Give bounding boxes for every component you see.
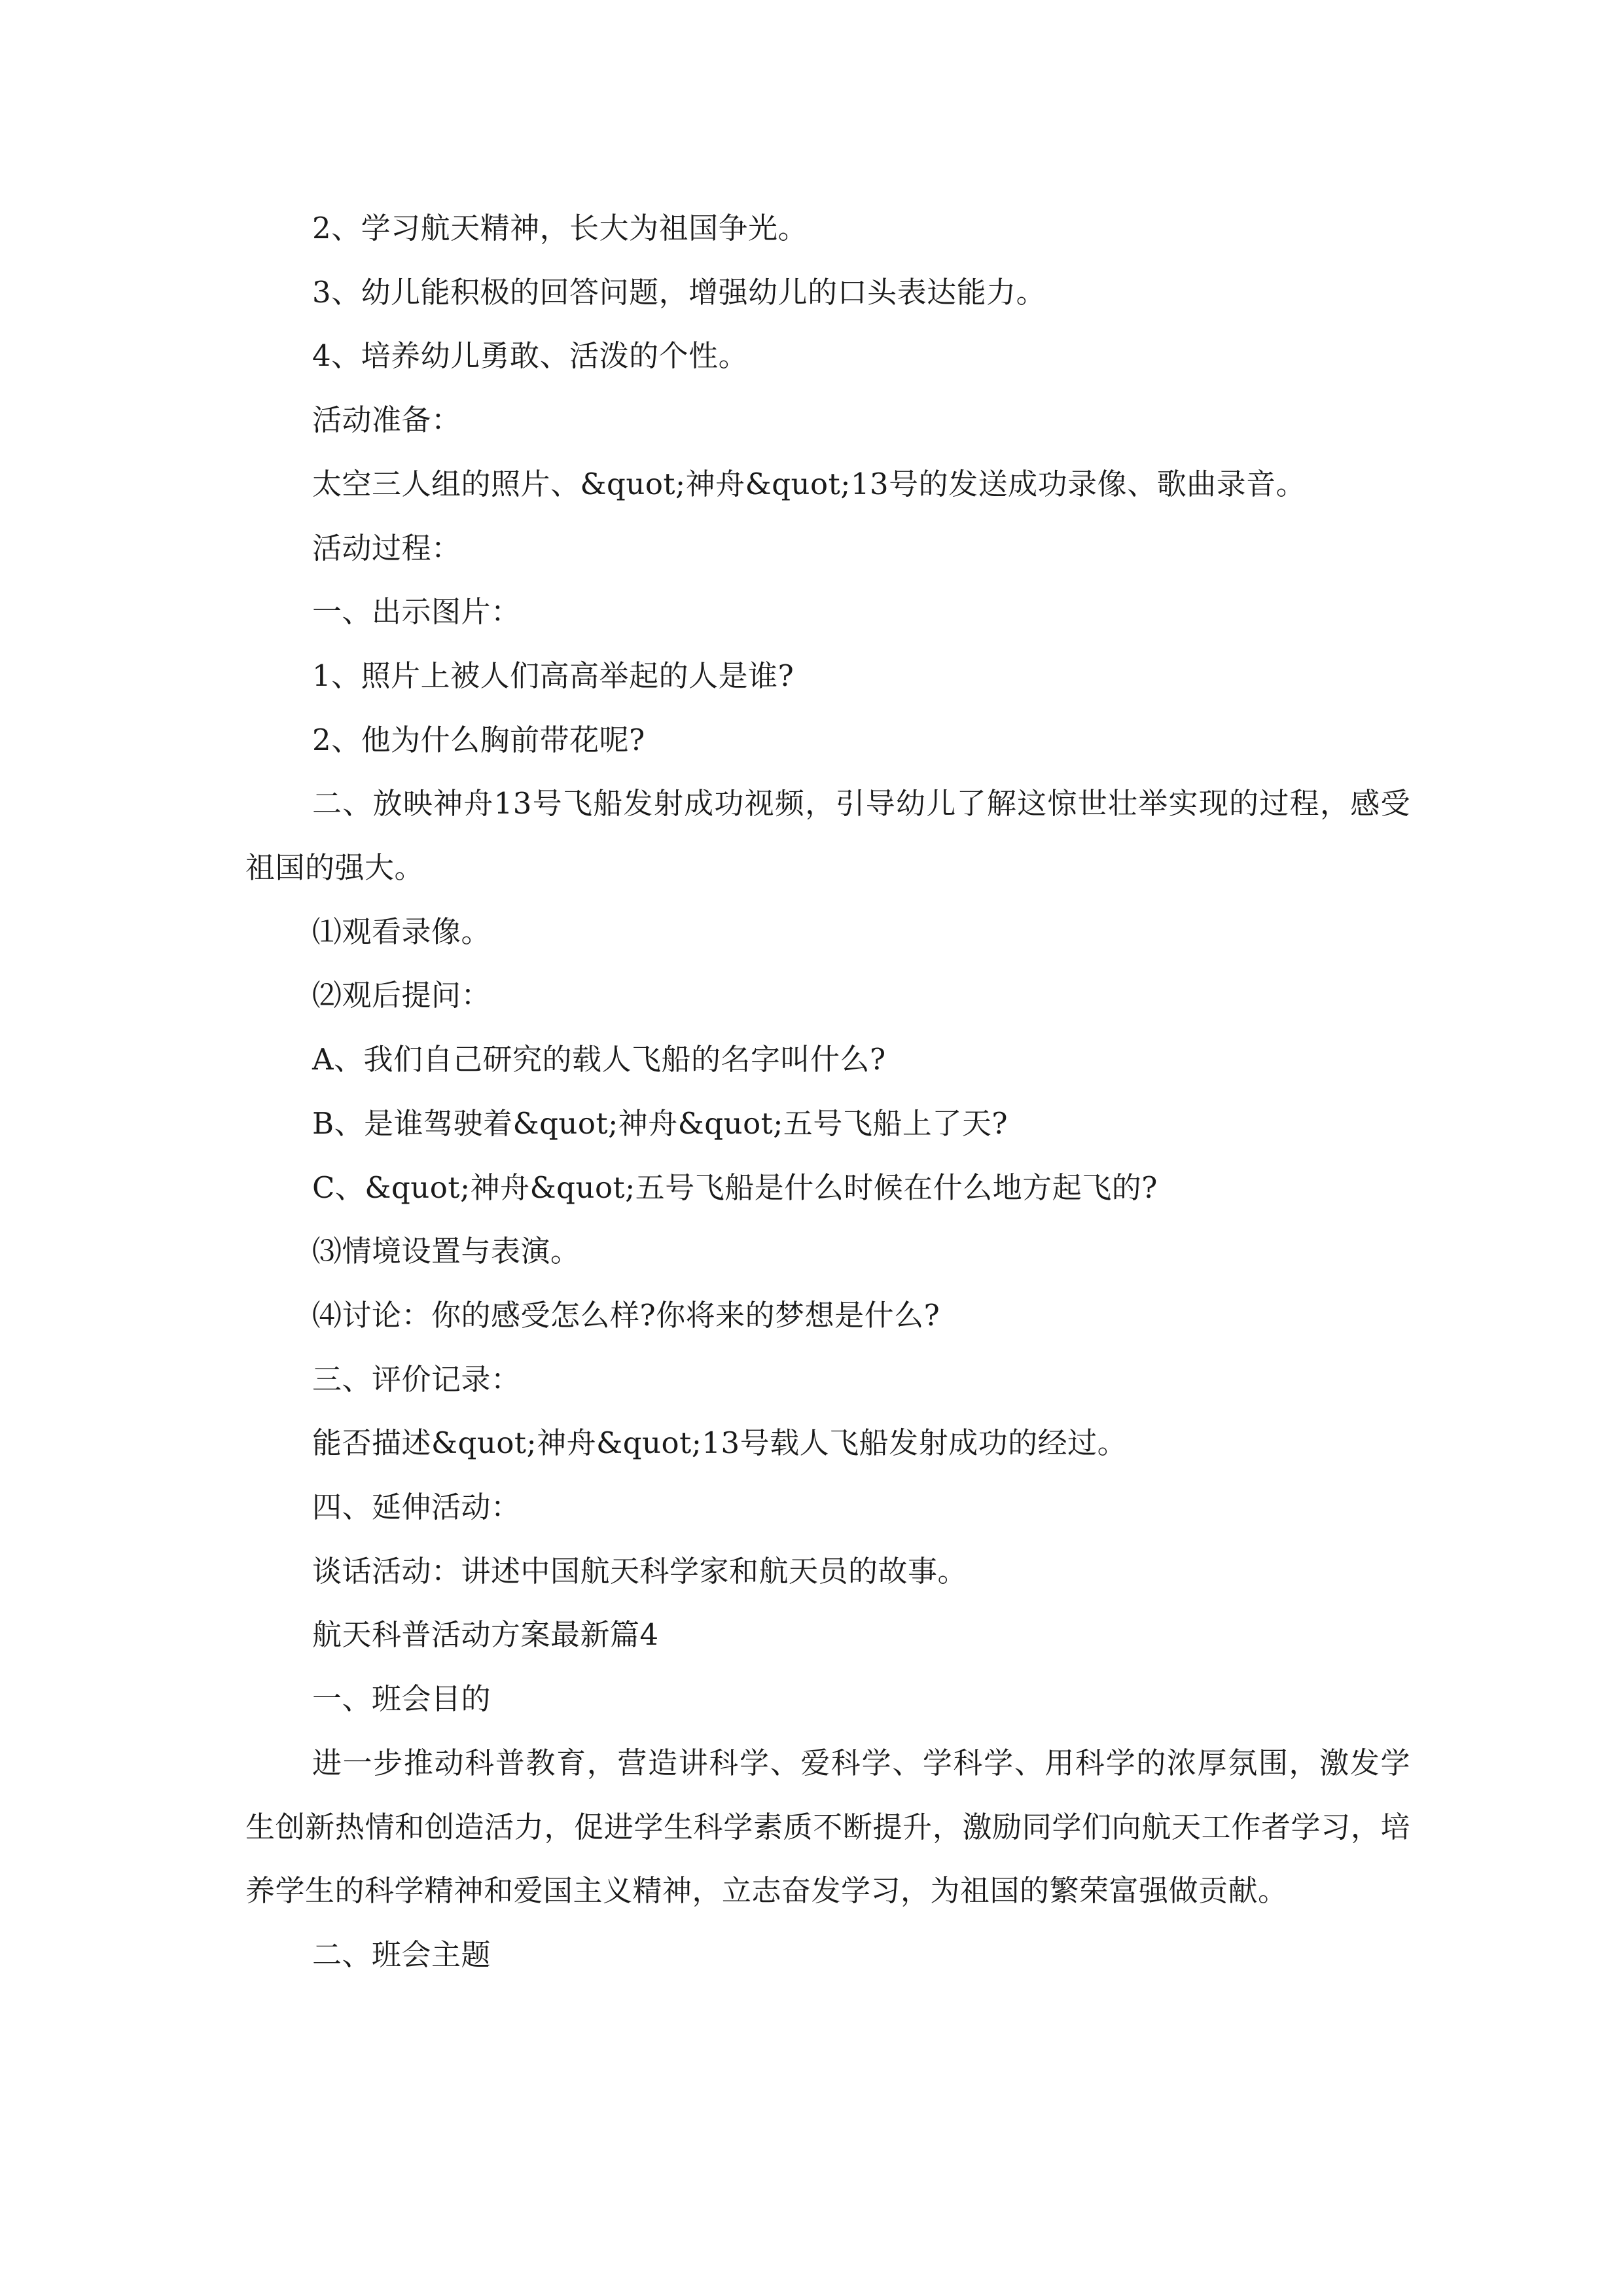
section-heading-process: 活动过程： xyxy=(312,530,461,565)
process-step-1-heading: 一、出示图片： xyxy=(312,594,521,630)
document-body xyxy=(245,196,1410,1987)
section-heading-extension: 四、延伸活动： xyxy=(312,1490,521,1525)
purpose-paragraph: 进一步推动科普教育，营造讲科学、爱科学、学科学、用科学的浓厚氛围，激发学生创新热情和创造活力，促进学生科学素质不断提升，激励同学们向航天工作者学习，培养学生的科学精神和爱国主义精神，立志奋发学习，为祖国的繁荣富强做贡献。 xyxy=(245,1745,1410,1909)
question-b: B、是谁驾驶着&quot;神舟&quot;五号飞船上了天? xyxy=(312,1105,1008,1141)
objective-2: 2、学习航天精神，长大为祖国争光。 xyxy=(312,211,808,245)
question-c: C、&quot;神舟&quot;五号飞船是什么时候在什么地方起飞的? xyxy=(312,1170,1158,1205)
section-heading-evaluation: 三、评价记录： xyxy=(312,1361,521,1397)
section-heading-purpose: 一、班会目的 xyxy=(312,1681,491,1717)
sub-step-1: ⑴观看录像。 xyxy=(312,914,491,949)
section-heading-theme: 二、班会主题 xyxy=(312,1937,491,1972)
preparation-text: 太空三人组的照片、&quot;神舟&quot;13号的发送成功录像、歌曲录音。 xyxy=(312,466,1306,501)
process-question-1: 1、照片上被人们高高举起的人是谁? xyxy=(312,658,794,693)
extension-text: 谈话活动：讲述中国航天科学家和航天员的故事。 xyxy=(312,1553,968,1588)
objective-4: 4、培养幼儿勇敢、活泼的个性。 xyxy=(312,338,749,374)
sub-step-2: ⑵观后提问： xyxy=(312,978,491,1013)
sub-step-3: ⑶情境设置与表演。 xyxy=(312,1234,580,1269)
evaluation-text: 能否描述&quot;神舟&quot;13号载人飞船发射成功的经过。 xyxy=(312,1426,1128,1461)
sub-step-4: ⑷讨论：你的感受怎么样?你将来的梦想是什么? xyxy=(312,1297,940,1333)
process-step-2-paragraph: 二、放映神舟13号飞船发射成功视频，引导幼儿了解这惊世壮举实现的过程，感受祖国的强大。 xyxy=(245,786,1410,886)
section-heading-preparation: 活动准备： xyxy=(312,403,461,438)
objective-3: 3、幼儿能积极的回答问题，增强幼儿的口头表达能力。 xyxy=(312,274,1046,310)
process-question-2: 2、他为什么胸前带花呢? xyxy=(312,722,645,757)
question-a: A、我们自己研究的载人飞船的名字叫什么? xyxy=(312,1042,886,1077)
article-title: 航天科普活动方案最新篇4 xyxy=(312,1617,659,1653)
